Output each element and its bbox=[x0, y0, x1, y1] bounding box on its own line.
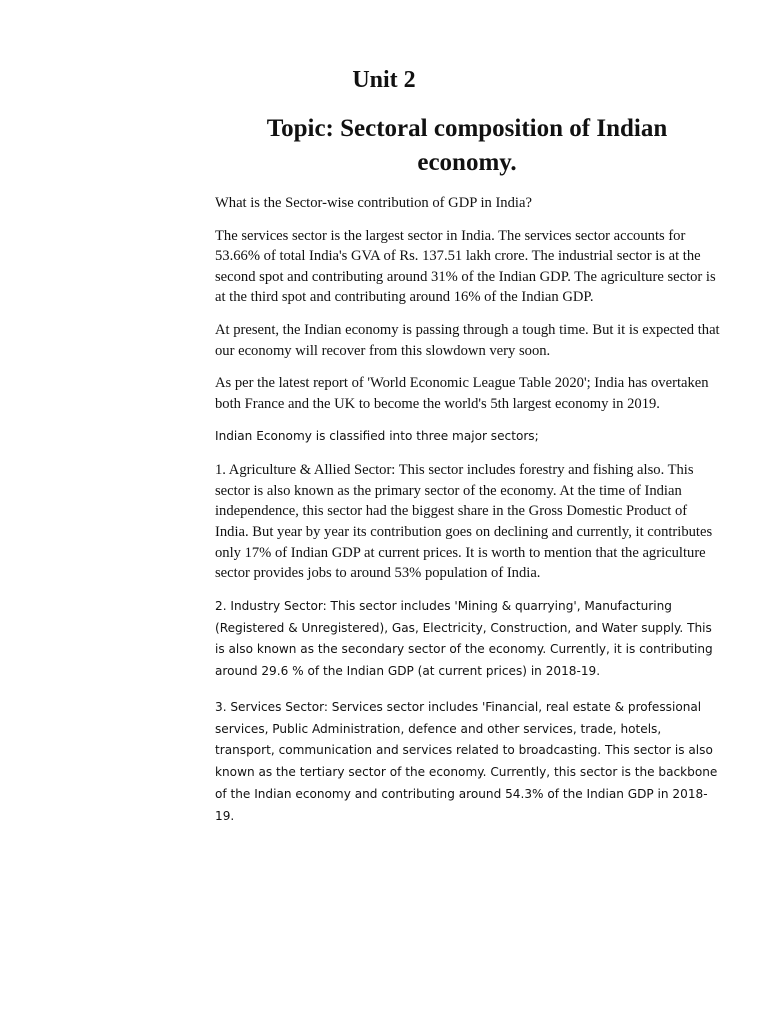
agriculture-sector-paragraph: 1. Agriculture & Allied Sector: This sector includes forestry and fishing also. This sector is also known as the primary sector of the economy. At the time of Indian independence, this sector had the biggest share in the Gross Domestic Product of India. But year by year its contribution goes on declining and currently, it contributes only 17% of Indian GDP at current prices. It is worth to mention that the agriculture sector provides jobs to around 53% population of India. bbox=[215, 462, 713, 582]
present-paragraph: At present, the Indian economy is passing through a tough time. But it is expected that our economy will recover from this slowdown very soon. bbox=[215, 321, 720, 359]
services-sector-paragraph: 3. Services Sector: Services sector includes 'Financial, real estate & professional services, Public Administration, defence and other services, trade, hotels, transport, communication and services related to broadcasting. This sector is also known as the tertiary sector of the economy. Currently, this sector is the backbone of the Indian economy and contributing around 54.3% of the Indian GDP in 2018-19. bbox=[215, 699, 718, 823]
report-paragraph: As per the latest report of 'World Economic League Table 2020'; India has overtaken both France and the UK to become the world's 5th largest economy in 2019. bbox=[215, 375, 709, 412]
unit-heading: Unit 2 bbox=[352, 67, 416, 93]
document-body bbox=[215, 193, 721, 828]
industry-sector-paragraph: 2. Industry Sector: This sector includes 'Mining & quarrying', Manufacturing (Registered & Unregistered), Gas, Electricity, Construction, and Water supply. This is also known as the secondary sector of the economy. Currently, it is contributing around 29.6 % of the Indian GDP (at current prices) in 2018-19. bbox=[215, 598, 713, 679]
services-share-paragraph: The services sector is the largest sector in India. The services sector accounts for 53.66% of total India's GVA of Rs. 137.51 lakh crore. The industrial sector is at the second spot and contributing around 31% of the Indian GDP. The agriculture sector is at the third spot and contributing around 16% of the Indian GDP. bbox=[215, 227, 716, 306]
classification-paragraph: Indian Economy is classified into three major sectors; bbox=[215, 429, 539, 444]
topic-heading: Topic: Sectoral composition of Indian economy. bbox=[266, 115, 668, 176]
question-paragraph: What is the Sector-wise contribution of GDP in India? bbox=[215, 195, 532, 211]
